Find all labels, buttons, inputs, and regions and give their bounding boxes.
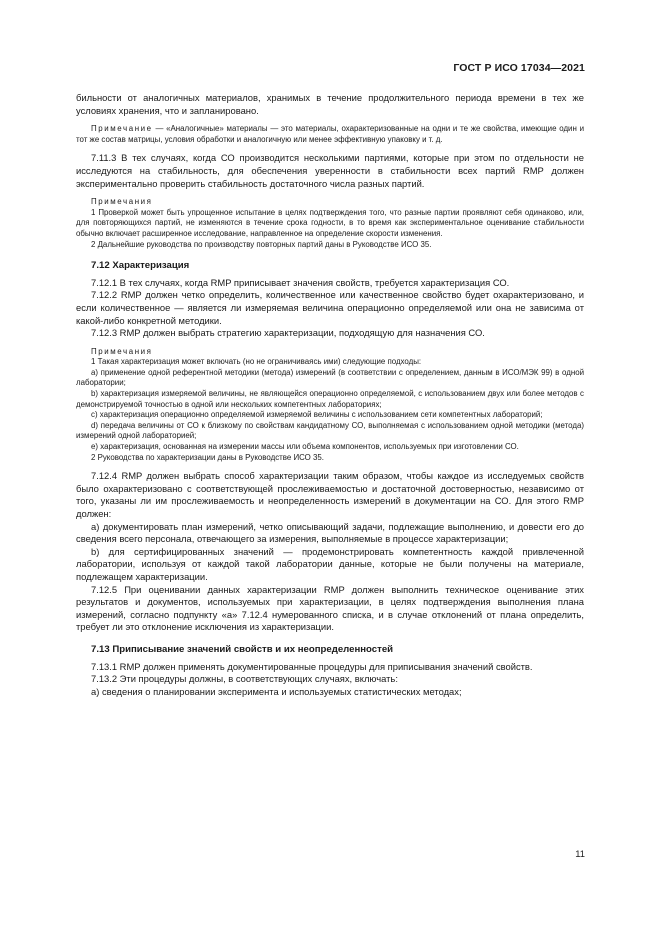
body-paragraph: бильности от аналогичных материалов, хранимых в течение продолжительного периода времени в тех же условиях хранения, что и запланировано. (76, 92, 584, 116)
body-paragraph: 7.13.2 Эти процедуры должны, в соответствующих случаях, включать: (91, 673, 398, 685)
body-paragraph: а) сведения о планировании эксперимента и используемых статистических методах; (91, 685, 462, 697)
note-item: 1 Проверкой может быть упрощенное испытание в целях подтверждения того, что разные партии проявляют себя одинаково, или, для повторяющихся партий, не изменяются в течение срока годности, в то время как экспериментальное оценивание стабильности обычно включает расширенное исследование, направленное на определение скорости изменения. (76, 207, 584, 238)
spacer (76, 340, 584, 347)
body-paragraph: b) для сертифицированных значений — продемонстрировать компетентность каждой привлеченной лаборатории, используя от каждой такой лаборатории данные, которые не были получены на материале, подлежащем характеризации. (76, 545, 584, 582)
body-paragraph: 7.13.1 RMP должен применять документированные процедуры для приписывания значений свойств. (91, 660, 533, 672)
note-item: 1 Такая характеризация может включать (но не ограничиваясь ими) следующие подходы: (91, 357, 422, 367)
body-paragraph: 7.12.3 RMP должен выбрать стратегию характеризации, подходящую для назначения СО. (91, 327, 485, 339)
section-heading: 7.12 Характеризация (91, 260, 190, 272)
note-text: — «Аналогичные» материалы — это материалы, охарактеризованные на одни и те же свойства, имеющие один и тот же состав матрицы, условия обработки и аналогичную или менее эффективную упаковку и т. д. (76, 124, 584, 144)
document-body (76, 92, 584, 698)
document-header: ГОСТ Р ИСО 17034—2021 (453, 62, 585, 74)
body-paragraph: 7.12.4 RMP должен выбрать способ характеризации таким образом, чтобы каждое из исследуемых свойств было охарактеризовано с соответствующей прослеживаемостью и достаточной достоверностью, независимо от того, указаны ли им прослеживаемость и неопределенность измерений в документации на СО. Для этого RMP должен: (76, 470, 584, 519)
spacer (76, 250, 584, 260)
body-paragraph: 7.12.2 RMP должен четко определить, количественное или качественное свойство будет охарактеризовано, и если количественное — является ли измеряемая величина операционно определяемой или она не зависима от какой-либо конкретной методики. (76, 289, 584, 326)
note-item: а) применение одной референтной методики (метода) измерений (в соответствии с определением, данным в ИСО/МЭК 99) в одной лаборатории; (76, 367, 584, 388)
notes-title: Примечания (91, 197, 153, 207)
note-item: b) характеризация измеряемой величины, не являющейся операционно определяемой, с использованием двух или более методов с демонстрируемой точностью в одной или нескольких компетентных лабораториях; (76, 389, 584, 409)
note-item: с) характеризация операционно определяемой измеряемой величины с использованием сети компетентных лабораторий; (91, 410, 543, 420)
body-paragraph: а) документировать план измерений, четко описывающий задачи, подлежащие выполнению, и довести его до сведения всего персонала, отвечающего за измерения, выполняемые в процессе характеризации; (76, 520, 584, 545)
body-paragraph: 7.12.5 При оценивании данных характеризации RMP должен выполнить техническое оценивание этих результатов и документов, используемых при характеризации, в целях подтверждения выполнения плана измерений, согласно подпункту «а» 7.12.4 нумерованного списка, и в случае отклонений от плана определить, требует ли это отклонение исключения из характеризации. (76, 583, 584, 633)
note-item: 2 Дальнейшие руководства по производству повторных партий даны в Руководстве ИСО 35. (91, 239, 432, 249)
note-paragraph (76, 124, 584, 145)
note-item: d) передача величины от СО к близкому по свойствам кандидатному СО, выполняемая с использованием одной методики (метода) измерений одной лабораторией; (76, 420, 584, 441)
body-paragraph: 7.12.1 В тех случаях, когда RMP приписывает значения свойств, требуется характеризация СО. (91, 276, 510, 288)
note-item: е) характеризация, основанная на измерении массы или объема компонентов, используемых при изготовлении СО. (91, 442, 519, 452)
spacer (76, 190, 584, 197)
spacer (76, 145, 584, 152)
note-label: Примечание (91, 124, 153, 134)
spacer (76, 117, 584, 124)
page-number: 11 (575, 848, 585, 859)
body-paragraph: 7.11.3 В тех случаях, когда СО производится несколькими партиями, которые при этом по отдельности не исследуются на стабильность, для обеспечения уверенности в стабильности всех партий RMP должен экспериментально проверить стабильность достаточного числа разных партий. (76, 152, 584, 189)
note-item: 2 Руководства по характеризации даны в Руководстве ИСО 35. (91, 452, 324, 462)
spacer (76, 463, 584, 470)
section-heading: 7.13 Приписывание значений свойств и их неопределенностей (91, 643, 394, 655)
spacer (76, 634, 584, 644)
notes-title: Примечания (91, 346, 153, 356)
